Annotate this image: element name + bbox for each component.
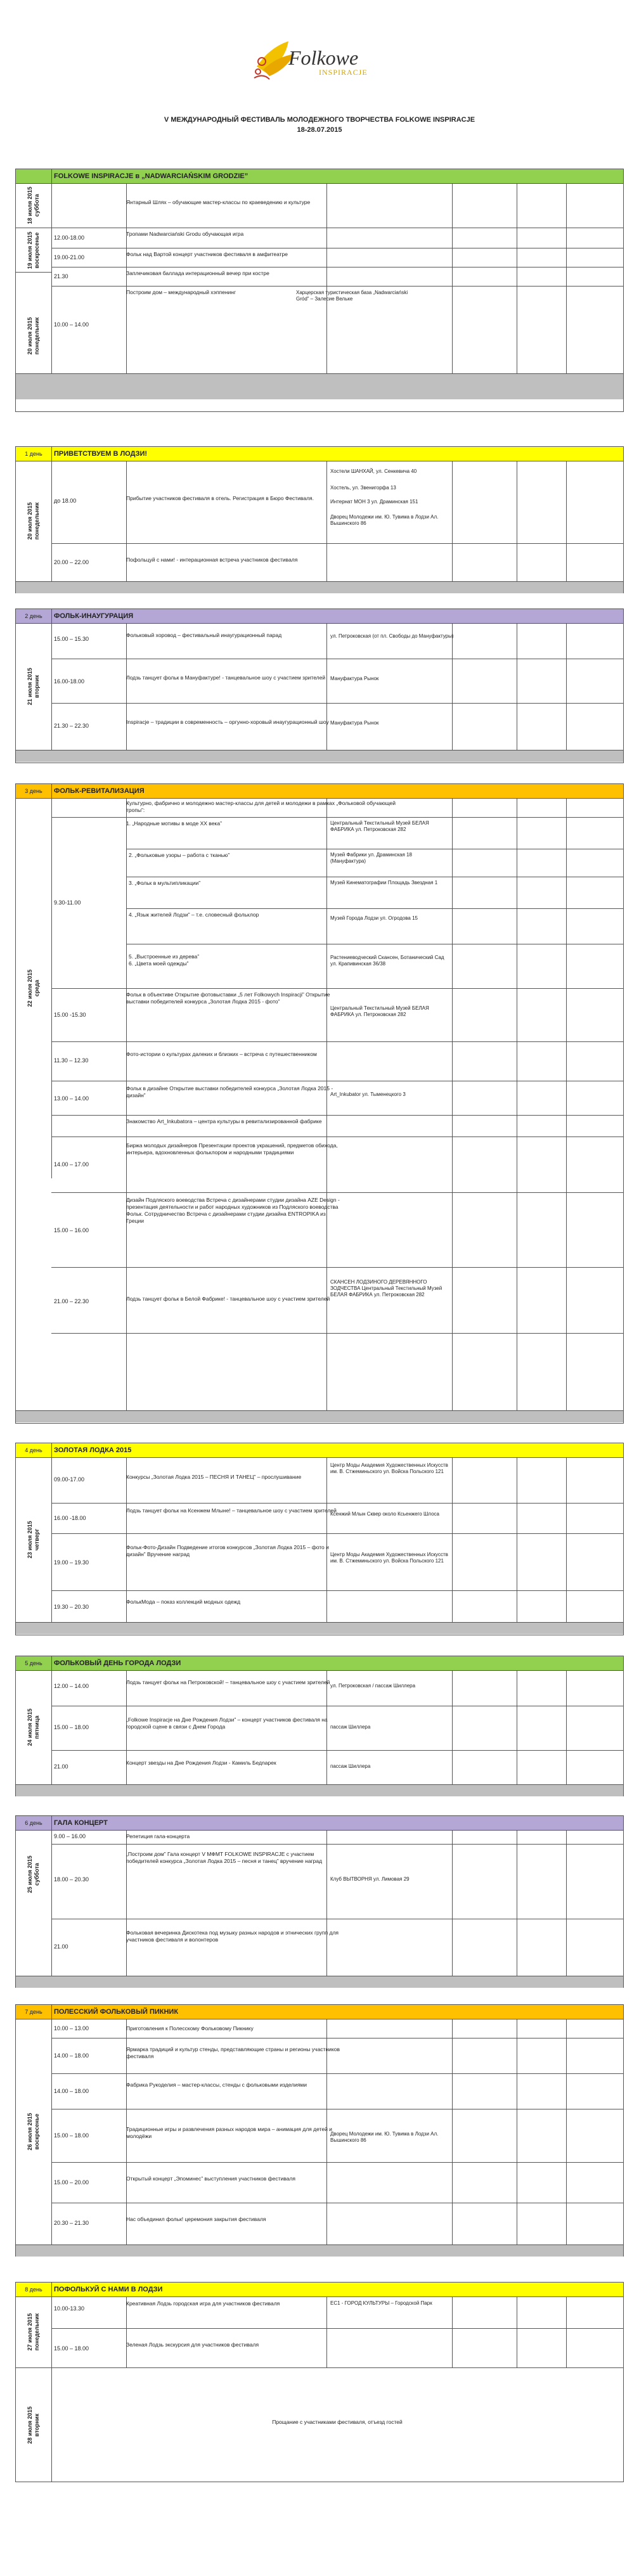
event-time: 14.00 – 18.00	[54, 2052, 89, 2059]
section-5	[15, 1443, 624, 1635]
event-time: 14.00 – 18.00	[54, 2088, 89, 2094]
event: Лодзь танцует фольк на Петроковской! – танцевальное шоу с участием зрителей	[126, 1679, 330, 1685]
section-footer	[16, 750, 623, 762]
day-label: 2 день	[16, 609, 52, 623]
event: 3. „Фольк в мультипликации”	[129, 880, 201, 886]
event-location: Art_Inkubator ул. Тыменецкого 3	[330, 1092, 406, 1097]
day-label: 5 день	[16, 1656, 52, 1670]
date-cell: 23 июля 2015 четверг	[27, 1521, 40, 1559]
event-time: 12.00-18.00	[54, 235, 85, 241]
event-location: Дворец Молодежи им. Ю. Тувима в Лодзи Ал. Вышинского 86	[330, 514, 439, 526]
logo-wordmark: Folkowe	[288, 46, 359, 69]
event: Фольк в объективе Открытие фотовыставки „5 лет Folkowych Inspiracji” Открытие выставки победителей конкурса „Золотая Лодка 2015 - фото”	[126, 991, 330, 1005]
section-header	[16, 609, 623, 624]
section-header	[16, 1656, 623, 1671]
section-9	[15, 2282, 624, 2482]
event: Дизайн Подляского воеводства Встреча с дизайнерами студии дизайна AZE Design - презентация деятельности и работ народных художников из Подляского воеводства Фольк. Сотрудничество Встреча с дизайнерами студии дизайна ENTROPIKA из Греции	[126, 1197, 340, 1224]
event-location: Харцерская туристическая база „Nadwarciański Gród” – Залесие Вельке	[296, 290, 408, 302]
event: 5. „Выстроенные из дерева” 6. „Цвета моей одежды”	[129, 953, 200, 967]
event-time: 14.00 – 17.00	[54, 1161, 89, 1168]
section-title: ФОЛЬК-РЕВИТАЛИЗАЦИЯ	[54, 787, 145, 795]
page-title: V МЕЖДУНАРОДНЫЙ ФЕСТИВАЛЬ МОЛОДЕЖНОГО ТВОРЧЕСТВА FOLKOWE INSPIRACJE	[164, 116, 475, 124]
day-label: 7 день	[16, 2005, 52, 2019]
event-location: Интернат МОН 3 ул. Драминская 151	[330, 499, 418, 505]
event: Конкурсы „Золотая Лодка 2015 – ПЕСНЯ И ТАНЕЦ” – прослушивание	[126, 1474, 302, 1480]
event: Культурно, фабрично и молодежно мастер-классы для детей и молодежи в рамках „Фольковой обучающей тропы”:	[126, 800, 396, 813]
event-location: ЕС1 - ГОРОД КУЛЬТУРЫ – Городской Парк	[330, 2300, 432, 2306]
date-cell: 24 июля 2015 пятница	[27, 1708, 40, 1746]
event-time: 21.00	[54, 1943, 68, 1950]
event-time: 11.30 – 12.30	[54, 1057, 89, 1064]
event: Приготовления к Полесскому Фольковому Пикнику	[126, 2025, 254, 2032]
event-time: 19.00 – 19.30	[54, 1559, 89, 1566]
event: Нас объединил фольк! церемония закрытия фестиваля	[126, 2216, 266, 2222]
event: Фабрика Рукоделия – мастер-классы, стенды с фольковыми изделиями	[126, 2082, 307, 2088]
section-header	[16, 1816, 623, 1831]
event-time: 15.00 – 18.00	[54, 1724, 89, 1730]
event: Прибытие участников фестиваля в отель. Регистрация в Бюро Фестиваля.	[126, 495, 314, 501]
event-time: 12.00 – 14.00	[54, 1683, 89, 1689]
event-location: Хостели ШАНХАЙ, ул. Сенкевича 40	[330, 468, 417, 474]
section-footer	[16, 2244, 623, 2257]
event: Тропами Nadwarciański Grodu обучающая игра	[126, 231, 244, 237]
section-4	[15, 783, 624, 1424]
section-footer	[16, 1784, 623, 1796]
event: Зеленая Лодзь экскурсия для участников фестиваля	[126, 2341, 259, 2348]
section-title: ЗОЛОТАЯ ЛОДКА 2015	[54, 1446, 132, 1454]
event: Inspiracje – традиции в современность – оргунно-хоровый инаугурационный шоу	[126, 719, 329, 725]
event-location: Центральный Текстильный Музей БЕЛАЯ ФАБРИКА ул. Петроковская 282	[330, 1005, 429, 1017]
event-location: Музей Фабрики ул. Драминская 18 (Мануфактура)	[330, 852, 412, 864]
event: 4. „Язык жителей Лодзи” – т.е. словесный фольклор	[129, 911, 259, 918]
section-title: ПОЛЕССКИЙ ФОЛЬКОВЫЙ ПИКНИК	[54, 2008, 179, 2016]
event-location: пассаж Шиллера	[330, 1724, 371, 1730]
section-footer	[16, 1622, 623, 1634]
event: Заплечиковая баллада интерационный вечер при костре	[126, 270, 269, 276]
event-time: 19.30 – 20.30	[54, 1604, 89, 1610]
event: Фольк над Вартой концерт участников фестиваля в амфитеатре	[126, 251, 288, 257]
event-time: 15.00 – 15.30	[54, 636, 89, 642]
section-title: ПОФОЛЬКУЙ С НАМИ В ЛОДЗИ	[54, 2286, 163, 2293]
event-location: Центр Моды Академия Художественных Искусств им. В. Стжеминьского ул. Войска Польского 121	[330, 1552, 448, 1564]
section-title: FOLKOWE INSPIRACJE в „NADWARCIAŃSKIM GRODZIE”	[54, 172, 248, 180]
event-time: 10.00-13.30	[54, 2305, 85, 2312]
section-title: ГАЛА КОНЦЕРТ	[54, 1819, 108, 1827]
event: Прощание с участниками фестиваля, отъезд гостей	[272, 2419, 403, 2425]
event: Фольк-Фото-Дизайн Подведение итогов конкурсов „Золотая Лодка 2015 – фото и дизайн” Вручение наград	[126, 1544, 329, 1557]
event: 2. „Фольковые узоры – работа с тканью”	[129, 852, 230, 858]
event: ФолькМода – показ коллекций модных одежд	[126, 1599, 241, 1605]
event-time: 15.00 – 18.00	[54, 2345, 89, 2352]
event: Янтарный Шлях – обучающие мастер-классы по краеведению и культуре	[126, 199, 311, 205]
event: Репетиция гала-концерта	[126, 1833, 190, 1839]
event: 1. „Народные мотивы в моде ХХ века”	[126, 820, 222, 827]
section-footer	[16, 1976, 623, 1988]
section-8	[15, 2004, 624, 2257]
section-header	[16, 784, 623, 799]
day-label: 3 день	[16, 784, 52, 798]
event: Лодзь танцует фольк на Ксенжем Млыне! – танцевальное шоу с участием зрителей	[126, 1507, 337, 1514]
event-time: 9.30-11.00	[54, 899, 81, 906]
event-location: пассаж Шиллера	[330, 1763, 371, 1769]
event-time: до 18.00	[54, 498, 77, 504]
event-time: 20.00 – 22.00	[54, 559, 89, 565]
event-location: Центр Моды Академия Художественных Искусств им. В. Стжеминьского ул. Войска Польского 121	[330, 1462, 448, 1474]
event-time: 09.00-17.00	[54, 1476, 85, 1483]
event: Фольк в дизайне Открытие выставки победителей конкурса „Золотая Лодка 2015 - дизайн”	[126, 1085, 333, 1098]
event-time: 16.00 -18.00	[54, 1515, 86, 1521]
event-time: 21.30	[54, 273, 68, 280]
event-location: Ксенжий Млын Сквер около Ксьенжего Шлоса	[330, 1511, 439, 1517]
date-cell: 22 июля 2015 среда	[27, 969, 40, 1007]
event: Пофольцуй с нами! - интерационная встреча участников фестиваля	[126, 557, 298, 563]
event-location: Музей Кинематографии Площадь Звездная 1	[330, 880, 438, 886]
event-location: ул. Петроковская / пассаж Шиллера	[330, 1683, 416, 1689]
event-time: 16.00-18.00	[54, 678, 85, 685]
day-label: 6 день	[16, 1816, 52, 1830]
section-footer	[16, 581, 623, 593]
event: Лодзь танцует фольк в Белой Фабрике! - танцевальное шоу с участием зрителей	[126, 1296, 330, 1302]
event-location: Музей Города Лодзи ул. Огродова 15	[330, 915, 418, 921]
date-cell: 18 июля 2015 суббота	[27, 186, 40, 224]
event-location: Растениеводческий Скансен, Ботанический Сад ул. Крапивинская 36/38	[330, 955, 444, 967]
event-time: 10.00 – 13.00	[54, 2025, 89, 2032]
date-cell: 19 июля 2015 воскресенье	[16, 228, 51, 273]
event: Традиционные игры и развлечения разных народов мира – анимация для детей и молодёжи	[126, 2126, 332, 2139]
section-title: ФОЛЬК-ИНАУГУРАЦИЯ	[54, 612, 134, 620]
event: „Построим дом” Гала концерт V МФМТ FOLKOWE INSPIRACJE с участием победителей конкурса „Золотая Лодка 2015 – песня и танец” вручение наград	[126, 1851, 323, 1864]
section-1	[15, 169, 624, 412]
section-header	[16, 169, 623, 184]
date-cell: 26 июля 2015 воскресенье	[27, 2113, 40, 2151]
event: Креативная Лодзь городская игра для участников фестиваля	[126, 2300, 280, 2307]
event-time: 21.30 – 22.30	[54, 723, 89, 729]
date-cell: 27 июля 2015 понедельник	[27, 2313, 40, 2351]
section-footer	[16, 373, 623, 399]
event-location: Мануфактура Рынок	[330, 720, 379, 726]
date-cell: 21 июля 2015 вторник	[27, 667, 40, 705]
section-title: ФОЛЬКОВЫЙ ДЕНЬ ГОРОДА ЛОДЗИ	[54, 1659, 181, 1667]
section-3	[15, 609, 624, 763]
day-label: 4 день	[16, 1443, 52, 1457]
event: Фольковая вечеринка Дискотека под музыку разных народов и этнических групп для участников фестиваля и волонтеров	[126, 1929, 339, 1943]
event: Фольковый хоровод – фестивальный инаугурационный парад	[126, 632, 282, 638]
event: Биржа молодых дизайнеров Презентации проектов украшений, предметов обихода, интерьера, вдохновленных фольклором и народными традициями	[126, 1142, 338, 1156]
day-label: 1 день	[16, 447, 52, 461]
event-location: Дворец Молодежи им. Ю. Тувима в Лодзи Ал. Вышинского 86	[330, 2131, 439, 2143]
page-dates: 18-28.07.2015	[297, 126, 342, 134]
section-6	[15, 1656, 624, 1796]
event-location: Мануфактура Рынок	[330, 676, 379, 681]
event-time: 15.00 – 20.00	[54, 2179, 89, 2186]
event-time: 21.00	[54, 1763, 68, 1770]
date-cell: 20 июля 2015 понедельник	[16, 272, 51, 399]
date-cell: 28 июля 2015 вторник	[16, 2367, 51, 2482]
event-time: 10.00 – 14.00	[54, 321, 89, 328]
event-time: 15.00 – 16.00	[54, 1227, 89, 1233]
date-cell: 25 июля 2015 суббота	[27, 1855, 40, 1893]
event-location: СКАНСЕН ЛОДЗИНОГО ДЕРЕВЯННОГО ЗОДЧЕСТВА Центральный Текстильный Музей БЕЛАЯ ФАБРИКА ул. Петроковская 282	[330, 1279, 442, 1298]
festival-logo	[250, 35, 396, 86]
event-time: 18.00 – 20.30	[54, 1876, 89, 1883]
event-location: Хостель, ул. Звенигорфа 13	[330, 485, 396, 491]
section-title: ПРИВЕТСТВУЕМ В ЛОДЗИ!	[54, 450, 148, 458]
section-header	[16, 2283, 623, 2297]
event: Фото-истории о культурах далеких и близких – встреча с путешественником	[126, 1051, 317, 1057]
day-label: 8 день	[16, 2283, 52, 2296]
event-time: 9.00 – 16.00	[54, 1833, 86, 1839]
section-header	[16, 1443, 623, 1458]
event: „Folkowe Inspiracje на Дне Рождения Лодзи” – концерт участников фестиваля на городской сцене в связи с Днем Города	[126, 1716, 328, 1730]
event: Построим дом – международный хэппенинг	[126, 289, 236, 295]
event: Открытый концерт „Эпоминес” выступления участников фестиваля	[126, 2175, 295, 2182]
section-header	[16, 447, 623, 461]
event: Знакомство Art_Inkubatorа – центра культуры в ревитализированной фабрике	[126, 1118, 322, 1124]
event-time: 19.00-21.00	[54, 254, 85, 261]
section-header	[16, 2005, 623, 2019]
event: Лодзь танцует фольк в Мануфактуре! - танцевальное шоу с участием зрителей	[126, 674, 326, 681]
event-time: 21.00 – 22.30	[54, 1298, 89, 1304]
section-7	[15, 1815, 624, 1988]
event-location: ул. Петроковская (от пл. Свободы до Мануфактуры)	[330, 633, 454, 639]
event: Концерт звезды на Дне Рождения Лодзи - Камиль Бедnарек	[126, 1760, 276, 1766]
header	[0, 0, 639, 152]
section-footer	[16, 1410, 623, 1422]
event-location: Клуб ВЫТВОРНЯ ул. Лимовая 29	[330, 1876, 410, 1882]
event: Ярмарка традиций и культур стенды, представляющие страны и регионы участников фестиваля	[126, 2046, 340, 2059]
date-cell: 20 июля 2015 понедельник	[27, 502, 40, 540]
event-time: 15.00 -15.30	[54, 1012, 86, 1018]
event-time: 13.00 – 14.00	[54, 1095, 89, 1102]
event-location: Центральный Текстильный Музей БЕЛАЯ ФАБРИКА ул. Петроковская 282	[330, 820, 429, 832]
logo-subtitle: INSPIRACJE	[319, 68, 368, 77]
event-time: 15.00 – 18.00	[54, 2132, 89, 2139]
event-time: 20.30 – 21.30	[54, 2220, 89, 2226]
section-2	[15, 446, 624, 593]
